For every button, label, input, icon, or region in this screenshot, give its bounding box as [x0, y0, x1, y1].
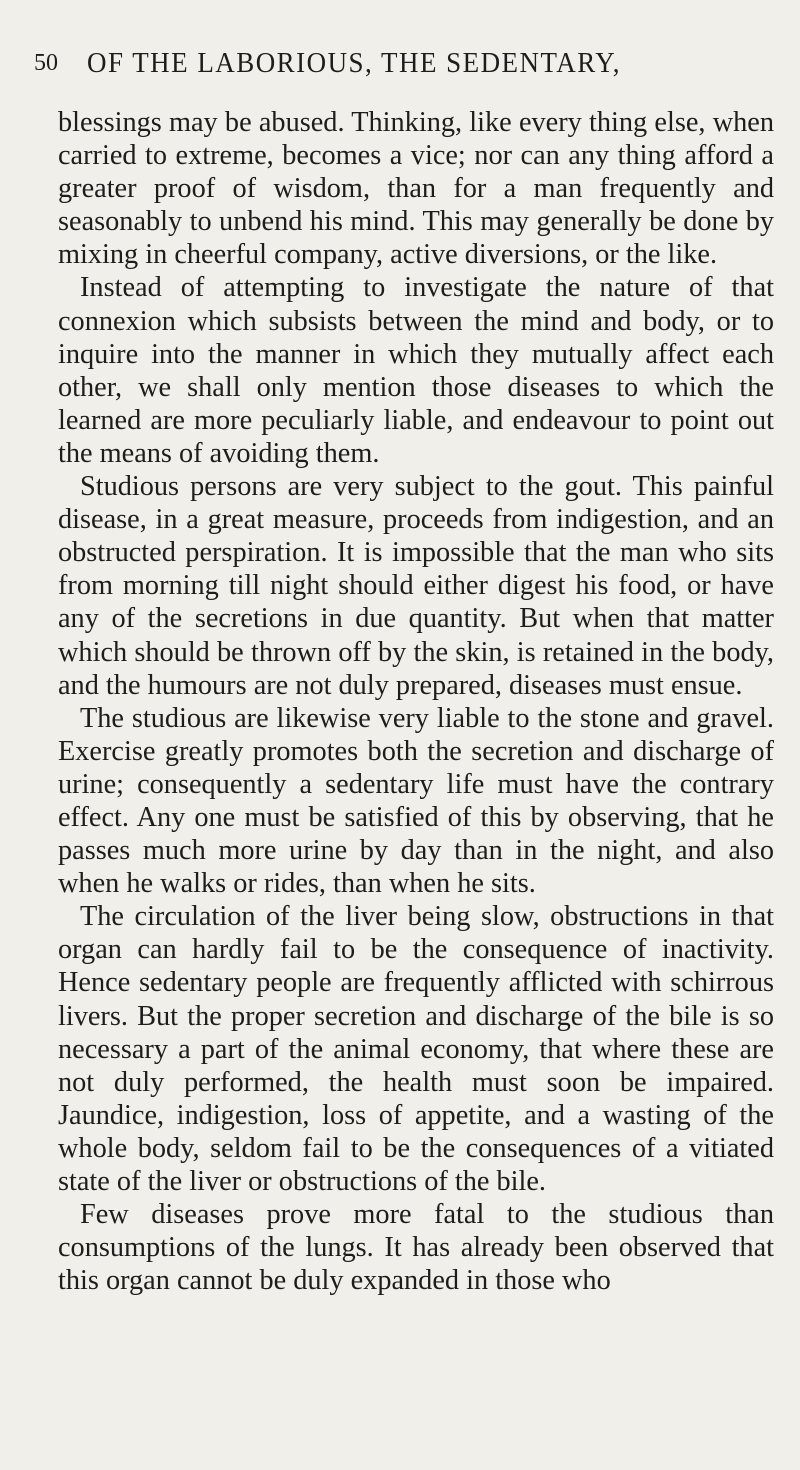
page-header	[34, 42, 794, 84]
page-number: 50	[34, 50, 58, 76]
paragraph-stone-gravel: The studious are likewise very liable to the stone and gravel. Exercise greatly promotes both the secretion and discharge of urine; consequently a sedentary life must have the contrary effect. Any one must be satisfied of this by observing, that he passes much more urine by day than in the night, and also when he walks or rides, than when he sits.	[58, 702, 774, 900]
paragraph-gout: Studious persons are very subject to the gout. This painful disease, in a great measure, proceeds from indigestion, and an obstructed perspiration. It is impossible that the man who sits from morning till night should either digest his food, or have any of the secretions in due quantity. But when that matter which should be thrown off by the skin, is retained in the body, and the humours are not duly prepared, diseases must ensue.	[58, 471, 774, 701]
running-head: OF THE LABORIOUS, THE SEDENTARY,	[86, 47, 621, 79]
paragraph-liver: The circulation of the liver being slow, obstructions in that organ can hardly fail to be the consequence of inactivity. Hence sedentary people are frequently afflicted with schirrous livers. But the proper secretion and discharge of the bile is so necessary a part of the animal economy, that where these are not duly performed, the health must soon be impaired. Jaundice, indigestion, loss of appetite, and a wasting of the whole body, seldom fail to be the consequences of a vitiated state of the liver or obstructions of the bile.	[58, 901, 774, 1197]
body-text	[58, 106, 774, 1456]
paragraph-lungs: Few diseases prove more fatal to the studious than consumptions of the lungs. It has already been observed that this organ cannot be duly expanded in those who	[58, 1199, 774, 1297]
paragraph-mind-body-connexion: Instead of attempting to investigate the nature of that connexion which subsists between the mind and body, or to inquire into the manner in which they mutually affect each other, we shall only mention those diseases to which the learned are more peculiarly liable, and endeavour to point out the means of avoiding them.	[58, 272, 774, 469]
paragraph-continuation: blessings may be abused. Thinking, like every thing else, when carried to extreme, becomes a vice; nor can any thing afford a greater proof of wisdom, than for a man frequently and seasonably to unbend his mind. This may generally be done by mixing in cheerful company, active diversions, or the like.	[58, 107, 774, 271]
